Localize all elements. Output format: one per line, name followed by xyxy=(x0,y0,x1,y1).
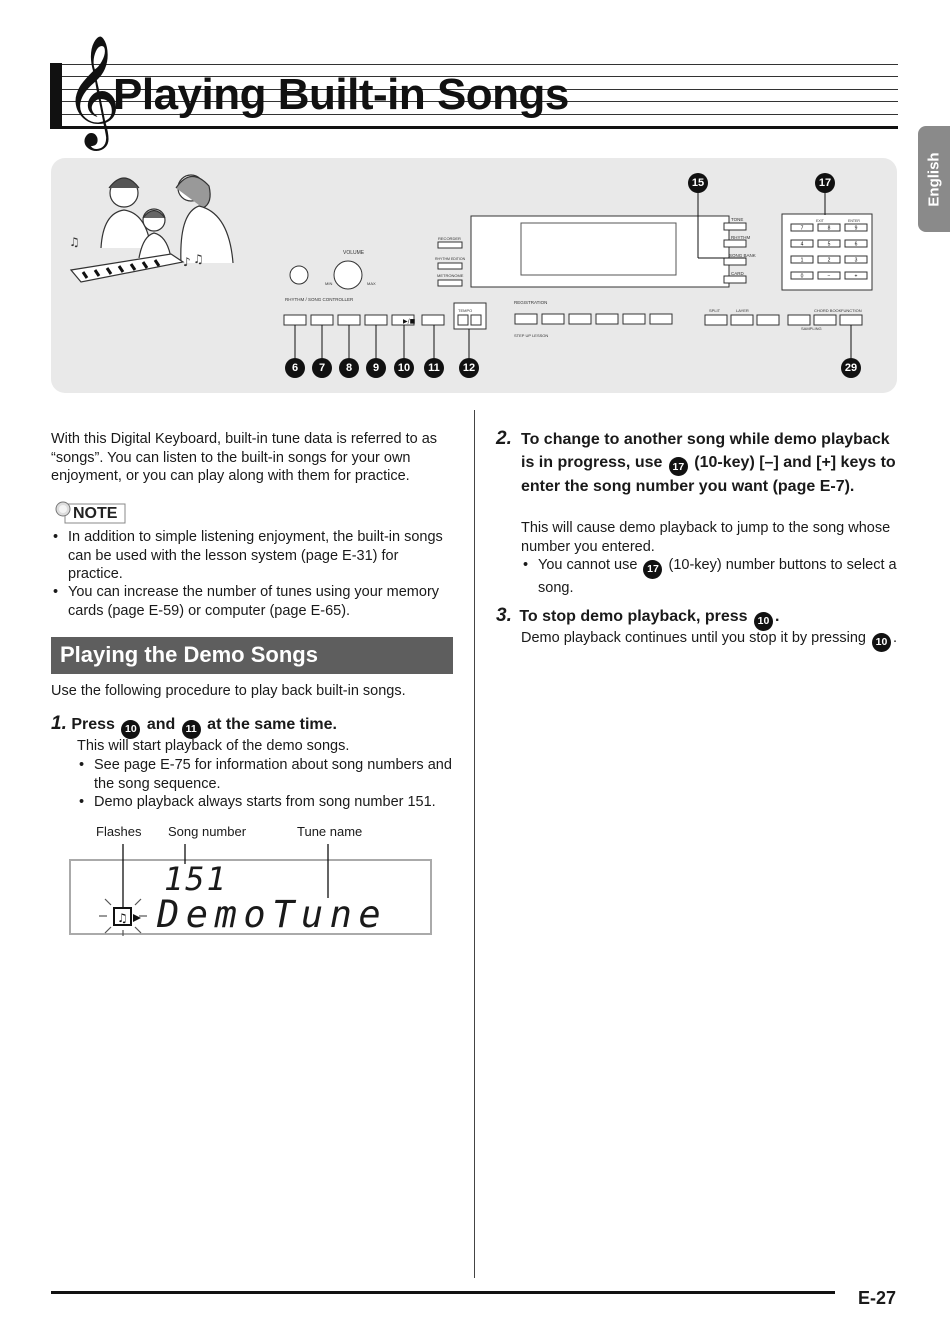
keyboard-panel-diagram xyxy=(51,158,897,393)
step1-body: This will start playback of the demo songs. xyxy=(77,738,350,754)
callout-11: 11 xyxy=(424,358,444,378)
keypad-key-label: 0 xyxy=(800,273,804,280)
keypad-key-label: + xyxy=(854,273,858,280)
language-tab-label-wrap xyxy=(918,126,950,232)
lcd-window xyxy=(521,223,676,275)
step2-number: 2. xyxy=(496,428,512,449)
play-stop-icon: ▶/■ xyxy=(403,318,416,325)
keypad-key-label: 6 xyxy=(854,241,858,248)
step2-bullet-text xyxy=(538,556,900,597)
rhythm-label: RHYTHM xyxy=(731,235,751,240)
step3-body-line xyxy=(521,629,897,652)
section-title: Playing the Demo Songs xyxy=(60,642,318,667)
function-label: FUNCTION xyxy=(841,308,862,313)
callout-9: 9 xyxy=(366,358,386,378)
indicator-arrow-icon xyxy=(133,914,141,922)
keypad-key-label: 1 xyxy=(800,257,804,264)
staff-bottom-rule xyxy=(62,126,898,129)
step3-body-period: . xyxy=(893,630,898,646)
song-number-label: Song number xyxy=(168,824,247,839)
bullet-dot: • xyxy=(79,757,85,773)
page-number: E-27 xyxy=(858,1288,897,1308)
recorder-label: RECORDER xyxy=(438,236,461,241)
bullet-dot: • xyxy=(53,529,59,545)
step2-bullet xyxy=(523,556,901,594)
note-bullet-text: In addition to simple listening enjoyment, the built-in songs can be used with the lesson system (page E-31) for practice. xyxy=(68,529,443,582)
step2-title-b: (10-key) [–] and [+] keys to enter the song number you want (page E-7). xyxy=(521,453,896,496)
callout-12: 12 xyxy=(459,358,479,378)
exit-label: EXIT xyxy=(816,219,824,223)
keypad-key-label: 3 xyxy=(854,257,858,264)
keypad-key-label: 4 xyxy=(800,241,804,248)
bullet-dot: • xyxy=(53,584,59,600)
metronome-label: METRONOME xyxy=(437,273,464,278)
keypad-key-label: 9 xyxy=(854,225,858,232)
step3-number: 3. xyxy=(496,605,512,626)
right-buttons xyxy=(705,315,862,325)
keypad-key-label: 7 xyxy=(800,225,804,232)
power-knob xyxy=(290,266,308,284)
rhythm-edition-label: RHYTHM EDITION xyxy=(435,257,466,261)
family-illustration xyxy=(71,175,233,282)
ref-10-icon: 10 xyxy=(121,720,140,739)
card-label: CARD xyxy=(731,271,744,276)
enter-label: ENTER xyxy=(848,219,860,223)
step2-body: This will cause demo playback to jump to the song whose number you entered. xyxy=(521,520,891,555)
step1-title-a: Press xyxy=(71,716,115,733)
ref-17-icon: 17 xyxy=(643,560,662,579)
column-divider xyxy=(474,410,475,1278)
svg-text:♪: ♪ xyxy=(183,255,191,269)
step2-bullet-b: (10-key) number buttons to select a song. xyxy=(538,557,897,596)
registration-label: REGISTRATION xyxy=(514,300,548,305)
treble-clef-icon: 𝄞 xyxy=(64,34,121,146)
step2-title-a: To change to another song while demo playback is in progress, use xyxy=(521,431,890,471)
step3-body: Demo playback continues until you stop it by pressing xyxy=(521,630,866,646)
step3-title: To stop demo playback, press xyxy=(519,608,748,625)
volume-knob xyxy=(334,261,362,289)
ref-10-icon: 10 xyxy=(754,612,773,631)
step1-heading xyxy=(51,713,337,739)
lcd-song-number: 151 xyxy=(164,860,228,898)
callout-6: 6 xyxy=(285,358,305,378)
step1-title-b: and xyxy=(146,716,176,733)
ref-17-icon: 17 xyxy=(669,457,688,476)
chord-book-label: CHORD BOOK xyxy=(814,308,842,313)
registration-buttons xyxy=(515,314,672,324)
ref-10-icon: 10 xyxy=(872,633,891,652)
song-note-icon: ♫ xyxy=(117,911,128,925)
step3-heading xyxy=(496,605,779,631)
flashes-label: Flashes xyxy=(96,824,142,839)
section-intro: Use the following procedure to play back built-in songs. xyxy=(51,683,406,699)
layer-label: LAYER xyxy=(736,308,749,313)
step1-title-c: at the same time. xyxy=(207,716,337,733)
callout-10: 10 xyxy=(394,358,414,378)
footer-rule xyxy=(51,1291,835,1294)
volume-label: VOLUME xyxy=(343,250,365,256)
ref-11-icon: 11 xyxy=(182,720,201,739)
note-bullet xyxy=(53,583,453,621)
tune-name-label: Tune name xyxy=(297,824,363,839)
step1-number: 1. xyxy=(51,713,67,734)
step2-bullet-a: You cannot use xyxy=(538,557,638,573)
lcd-tune-name: DemoTune xyxy=(157,893,388,936)
callout-8: 8 xyxy=(339,358,359,378)
note-bullet xyxy=(53,528,453,584)
tone-label: TONE xyxy=(731,217,744,222)
song-bank-label: SONG BANK xyxy=(729,253,756,258)
svg-text:♫: ♫ xyxy=(69,235,80,249)
note-label: NOTE xyxy=(73,505,118,522)
step2-title xyxy=(521,429,899,499)
bottom-leader-lines xyxy=(295,325,851,358)
sampling-label: SAMPLING xyxy=(801,326,822,331)
callout-7: 7 xyxy=(312,358,332,378)
callout-29: 29 xyxy=(841,358,861,378)
intro-paragraph: With this Digital Keyboard, built-in tune data is referred to as “songs”. You can listen to the built-in songs for your own enjoyment, or you can play along with them for practice. xyxy=(51,431,438,484)
step-up-lesson-label: STEP UP LESSON xyxy=(514,333,549,338)
note-bullet-text: You can increase the number of tunes using your memory cards (page E-59) or computer (page E-65). xyxy=(68,584,440,619)
callout-15: 15 xyxy=(688,173,708,193)
language-tab-label: English xyxy=(925,151,943,207)
title-bar xyxy=(50,63,62,129)
keypad-key-label: 2 xyxy=(827,257,831,264)
svg-text:♫: ♫ xyxy=(193,252,204,266)
rhythm-song-controller-label: RHYTHM / SONG CONTROLLER xyxy=(285,297,354,302)
keypad-key-label: 8 xyxy=(827,225,831,232)
page-title: Playing Built-in Songs xyxy=(113,70,569,119)
bullet-dot: • xyxy=(523,557,529,573)
max-label: MAX xyxy=(367,281,376,286)
step1-bullet xyxy=(79,793,453,812)
step1-bullet-text: Demo playback always starts from song number 151. xyxy=(94,794,436,810)
split-label: SPLIT xyxy=(709,308,721,313)
step1-bullet xyxy=(79,756,453,794)
keypad-key-label: 5 xyxy=(827,241,831,248)
keypad-key-label: − xyxy=(827,273,831,280)
min-label: MIN xyxy=(325,281,333,286)
staff-line xyxy=(62,64,898,65)
step3-period: . xyxy=(774,608,780,625)
controller-buttons xyxy=(284,303,486,329)
step1-bullet-text: See page E-75 for information about song numbers and the song sequence. xyxy=(94,757,452,792)
callout-17: 17 xyxy=(815,173,835,193)
bullet-dot: • xyxy=(79,794,85,810)
tempo-label: TEMPO xyxy=(458,308,473,313)
